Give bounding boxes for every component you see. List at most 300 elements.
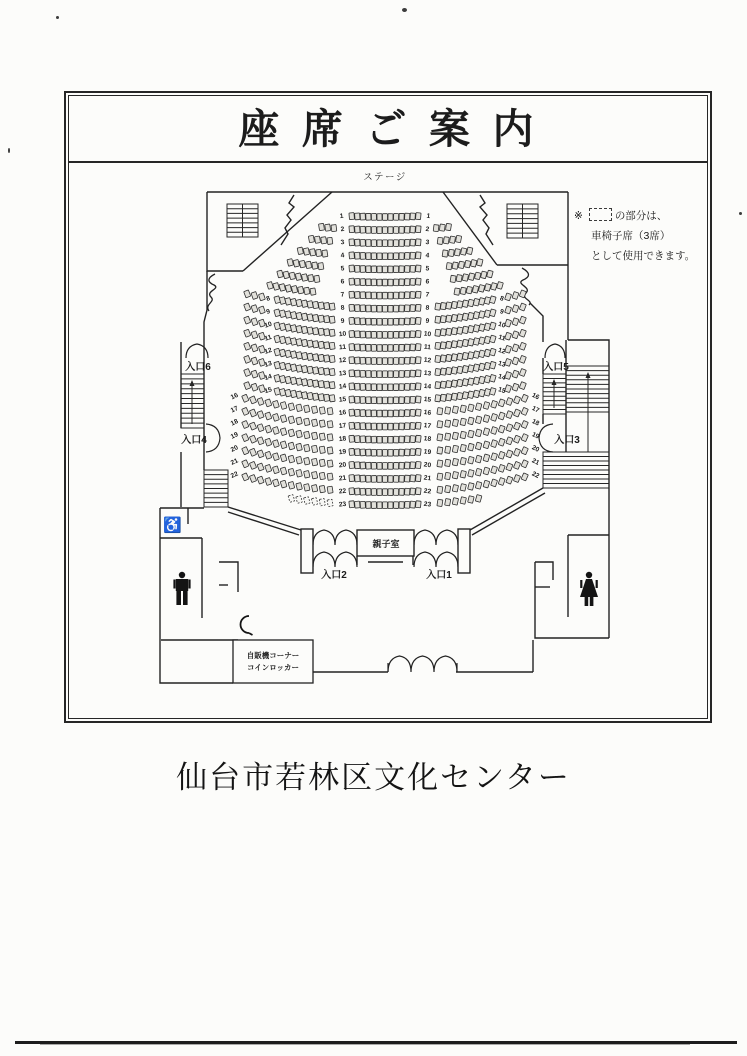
seat [483, 402, 490, 410]
seat [440, 342, 446, 349]
seat [371, 397, 376, 404]
seat [506, 437, 513, 445]
seat [296, 417, 302, 425]
seat [457, 366, 463, 373]
right-post [458, 529, 470, 573]
seat [405, 279, 410, 286]
seat [308, 235, 314, 242]
seat [451, 341, 457, 348]
seat [366, 410, 371, 417]
seat [440, 316, 446, 323]
seat [316, 249, 322, 256]
seat [291, 286, 297, 294]
seat [437, 473, 443, 480]
row-number-label: 21 [229, 457, 240, 467]
seat [399, 292, 404, 299]
seat [285, 389, 292, 397]
seat [251, 357, 258, 365]
seat [327, 473, 333, 480]
seat [329, 342, 335, 349]
left-post [301, 529, 313, 573]
seat [349, 448, 355, 455]
seat [519, 316, 526, 324]
seat [445, 446, 451, 453]
seat [399, 279, 404, 286]
seat [290, 390, 296, 398]
seat [301, 352, 307, 360]
seat [460, 457, 466, 465]
seat [383, 410, 388, 417]
seat [371, 318, 376, 325]
seat [377, 463, 382, 470]
seat [416, 239, 422, 246]
wheelchair-space-seat [288, 495, 295, 503]
seat [288, 481, 295, 489]
seat [460, 471, 466, 479]
seat [349, 501, 355, 508]
seat [393, 423, 398, 430]
seat [435, 329, 441, 336]
row-number-label: 13 [338, 369, 347, 378]
seat [506, 411, 513, 419]
seat [475, 416, 482, 424]
seat [319, 223, 325, 230]
seat [475, 481, 482, 489]
seat [394, 345, 399, 352]
seat [327, 460, 333, 467]
seat [327, 447, 333, 454]
row-number-label: 8 [498, 295, 505, 303]
seat [513, 435, 520, 443]
seat [410, 501, 416, 508]
seat [272, 413, 279, 421]
seat [440, 302, 446, 309]
seat [307, 366, 313, 373]
seat [355, 436, 361, 443]
row-number-label: 17 [338, 422, 347, 431]
seat [288, 442, 295, 450]
seat [473, 325, 479, 333]
seat [405, 318, 410, 325]
seat [491, 440, 498, 448]
row-number-label: 22 [229, 470, 240, 480]
seat [296, 456, 302, 464]
row-number-label: 3 [425, 239, 430, 247]
seat [399, 462, 404, 469]
seat [457, 340, 463, 347]
seat [360, 488, 365, 495]
seat [410, 423, 416, 430]
seat [410, 449, 416, 456]
seat [410, 252, 415, 259]
seat [265, 451, 272, 459]
seat [449, 236, 455, 243]
row-number-label: 14 [338, 382, 347, 391]
seat [435, 368, 441, 375]
seat [394, 227, 399, 234]
seat [446, 367, 452, 374]
seat [311, 419, 317, 426]
row-number-label: 2 [340, 225, 345, 234]
seat [257, 411, 264, 419]
seat [451, 328, 457, 335]
row-number-label: 18 [530, 418, 541, 428]
seat [521, 447, 528, 455]
seat [388, 489, 393, 496]
seat [360, 266, 365, 273]
seat [462, 365, 468, 373]
seat [416, 344, 422, 351]
seat [435, 355, 441, 362]
seat [394, 292, 399, 299]
row-number-label: 12 [423, 356, 432, 365]
seat [498, 425, 505, 433]
seat [383, 240, 388, 247]
seat [405, 239, 410, 246]
row-number-label: 23 [423, 500, 432, 509]
page-title: 座席ご案内 [69, 96, 707, 163]
seat [319, 472, 325, 479]
seat [481, 271, 487, 279]
seat [313, 367, 319, 374]
seat [360, 305, 365, 312]
seat [410, 239, 415, 246]
seat [460, 431, 466, 439]
row-number-label: 16 [338, 409, 347, 417]
seat [451, 314, 457, 321]
seat [498, 412, 505, 420]
seat [377, 410, 382, 417]
seat [475, 455, 482, 463]
seat [296, 391, 302, 399]
seat [349, 239, 355, 246]
seat [298, 286, 304, 293]
row-number-label: 22 [423, 487, 432, 496]
seat [366, 213, 371, 220]
seat [521, 460, 528, 468]
seat [296, 339, 302, 347]
seat [304, 405, 310, 413]
seat [296, 378, 302, 386]
seat [452, 458, 458, 465]
entrance-5-label: 入口5 [543, 362, 569, 373]
seat [410, 278, 415, 285]
seat [399, 357, 404, 364]
seat [258, 293, 265, 301]
seat [244, 382, 251, 390]
seat [360, 357, 365, 364]
seat [296, 352, 302, 360]
row-number-label: 13 [263, 360, 273, 369]
seat [393, 489, 398, 496]
seat [404, 488, 409, 495]
seat [258, 306, 265, 314]
seat [371, 476, 376, 483]
seat [366, 344, 371, 351]
seat [383, 332, 388, 339]
seat [296, 365, 302, 373]
seat [371, 279, 376, 286]
seat [257, 424, 264, 432]
seat [483, 428, 490, 436]
seat [296, 430, 302, 438]
seat [505, 293, 512, 301]
seat [446, 302, 452, 309]
note-line3: として使用できます。 [591, 250, 696, 262]
seat [446, 341, 452, 348]
seat [519, 342, 526, 350]
seat [319, 446, 325, 453]
seat [297, 247, 303, 254]
seat [394, 384, 399, 391]
seat [301, 274, 307, 281]
row-number-label: 4 [425, 252, 430, 260]
wheelchair-icon: ♿ [163, 517, 182, 534]
seat [296, 443, 302, 451]
seat [383, 489, 388, 496]
seat [331, 225, 337, 232]
seat [377, 305, 382, 312]
seat [307, 340, 313, 347]
seat [460, 444, 466, 452]
seat [280, 402, 287, 410]
seat [405, 357, 410, 364]
seat [435, 342, 441, 349]
seat [283, 271, 289, 279]
note-mark: ※ [574, 210, 583, 222]
seat [388, 214, 393, 221]
seat [383, 266, 388, 273]
seat [318, 263, 324, 270]
seat [301, 339, 307, 347]
staircase [543, 374, 566, 414]
seat [399, 253, 404, 260]
seat [257, 398, 264, 406]
seat [388, 292, 393, 299]
seat [415, 501, 421, 508]
seat [475, 403, 482, 411]
seat [311, 445, 317, 452]
seat [349, 291, 355, 298]
seat [371, 305, 376, 312]
wheelchair-space-seat [327, 499, 333, 506]
seat [377, 279, 382, 286]
seat [313, 380, 319, 387]
seat [306, 261, 312, 268]
seat [366, 279, 371, 286]
seat [360, 436, 365, 443]
seat [405, 305, 410, 312]
seat [285, 376, 292, 384]
seat [513, 396, 520, 404]
seat [416, 278, 422, 285]
seat [355, 318, 360, 325]
seat [468, 325, 474, 333]
row-number-label: 17 [530, 404, 541, 415]
seat [377, 384, 382, 391]
seat [393, 449, 398, 456]
seat [366, 384, 371, 391]
seat [416, 317, 422, 324]
seat [290, 351, 296, 359]
seat [445, 485, 451, 492]
row-number-label: 11 [263, 333, 273, 343]
seat [415, 461, 421, 468]
public-phone-icon [241, 616, 253, 635]
seat [388, 449, 393, 456]
seat [473, 377, 479, 385]
seat [468, 456, 474, 464]
seat [371, 214, 376, 221]
seat [410, 265, 415, 272]
seat [244, 290, 251, 298]
row-number-label: 19 [530, 431, 541, 441]
seat [416, 226, 422, 233]
seat [272, 479, 279, 487]
row-number-label: 14 [497, 373, 507, 383]
seat [473, 390, 479, 398]
seat [280, 441, 287, 449]
seat [521, 394, 528, 402]
seat [377, 240, 382, 247]
seat [265, 438, 272, 446]
seat [388, 279, 393, 286]
seat [383, 279, 388, 286]
seat [415, 422, 421, 429]
seat [377, 502, 382, 509]
seat [366, 240, 371, 247]
row-number-label: 20 [423, 461, 432, 470]
seat [393, 436, 398, 443]
seat [464, 260, 470, 267]
seat [265, 412, 272, 420]
seat [497, 282, 504, 290]
seat [457, 392, 463, 399]
seat [327, 408, 333, 415]
seat [371, 449, 376, 456]
seat [410, 488, 416, 495]
seat [498, 399, 505, 407]
seat [483, 415, 490, 423]
seat [452, 406, 458, 413]
seat [314, 275, 320, 282]
seat [478, 285, 484, 293]
seat [296, 312, 302, 320]
seat [321, 237, 327, 244]
seat [327, 421, 333, 428]
seat [519, 355, 526, 363]
seat [349, 435, 355, 442]
seat [512, 383, 519, 391]
seat [475, 429, 482, 437]
seat [410, 383, 415, 390]
seat [311, 485, 317, 492]
seat [324, 316, 330, 323]
seat [405, 331, 410, 338]
seat [410, 305, 415, 312]
seat [360, 383, 365, 390]
seat [457, 379, 463, 386]
seat [521, 420, 528, 428]
seat [383, 384, 388, 391]
seat [304, 431, 310, 439]
seat [521, 473, 528, 481]
seat [244, 316, 251, 324]
seat [301, 326, 307, 334]
seat [313, 393, 319, 400]
seat [399, 213, 404, 220]
seat [468, 496, 474, 504]
seat [329, 355, 335, 362]
seat [319, 433, 325, 440]
seat [242, 447, 249, 455]
row-number-label: 6 [425, 278, 430, 286]
seat [473, 351, 479, 359]
seat [366, 227, 371, 234]
seat [371, 371, 376, 378]
seat [452, 445, 458, 452]
row-number-label: 15 [263, 386, 273, 396]
seat [349, 317, 355, 324]
seat [388, 384, 393, 391]
seat [360, 252, 365, 259]
seat [460, 405, 466, 413]
seat [360, 318, 365, 325]
seat [416, 304, 422, 311]
seat [360, 331, 365, 338]
seat [388, 502, 393, 509]
seat [512, 357, 519, 365]
seat [244, 369, 251, 377]
seat [249, 448, 256, 456]
mens-restroom-icon [173, 572, 190, 605]
seat [489, 388, 496, 396]
row-number-label: 20 [229, 444, 240, 454]
seat [290, 312, 296, 320]
row-number-label: 7 [425, 291, 430, 299]
seat [442, 250, 448, 257]
seat [489, 322, 496, 330]
seat [388, 397, 393, 404]
seat [360, 292, 365, 299]
seat [319, 407, 325, 414]
seat [273, 283, 280, 291]
seat [498, 451, 505, 459]
seat [324, 329, 330, 336]
seat [513, 448, 520, 456]
seat [399, 423, 404, 430]
seat [456, 235, 462, 242]
seat [371, 240, 376, 247]
wheelchair-note [574, 206, 708, 266]
seat [371, 253, 376, 260]
seat [265, 425, 272, 433]
seat [349, 409, 355, 416]
seat [446, 394, 452, 401]
seat [355, 423, 361, 430]
seat [394, 253, 399, 260]
seat [251, 344, 258, 352]
stage-label: ステージ [363, 172, 407, 183]
seat [410, 226, 415, 233]
seat [468, 312, 474, 320]
seat [349, 357, 355, 364]
seat [324, 342, 330, 349]
seat [371, 292, 376, 299]
seat [285, 298, 292, 306]
seat [355, 462, 361, 469]
seat [445, 472, 451, 479]
